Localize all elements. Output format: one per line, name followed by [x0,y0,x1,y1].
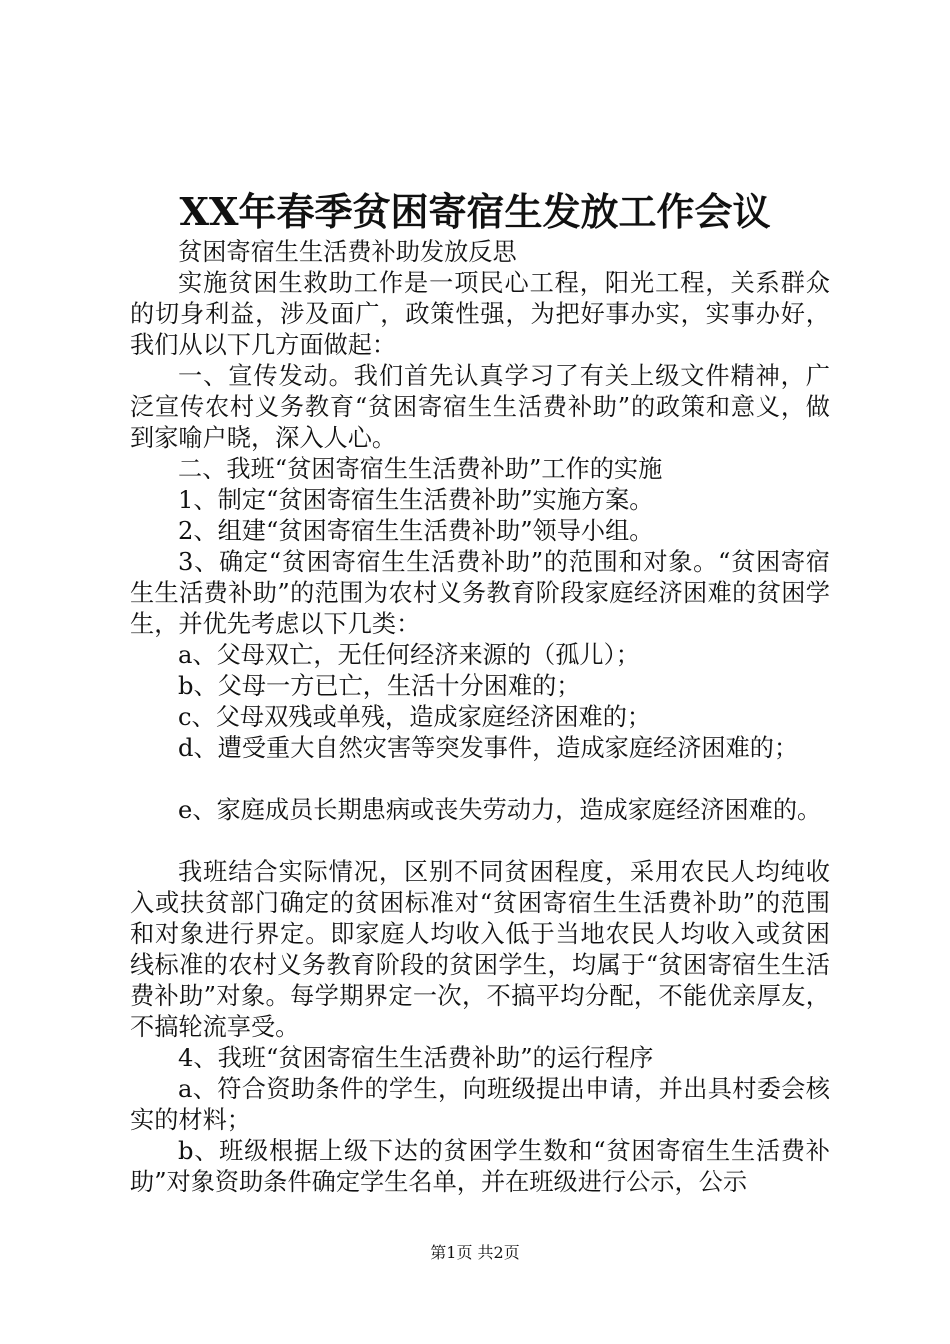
list-item: d、遭受重大自然灾害等突发事件，造成家庭经济困难的； [178,734,799,762]
paragraph: 3、确定“贫困寄宿生生活费补助”的范围和对象。“贫困寄宿生生活费补助”的范围为农村义务教育阶段家庭经济困难的贫困学生，并优先考虑以下几类： [130,548,830,638]
list-item: a、父母双亡，无任何经济来源的（孤儿）； [178,641,640,669]
paragraph-subtitle: 贫困寄宿生生活费补助发放反思 [178,238,517,266]
paragraph: 一、宣传发动。我们首先认真学习了有关上级文件精神，广泛宣传农村义务教育“贫困寄宿生生活费补助”的政策和意义，做到家喻户晓，深入人心。 [130,362,830,452]
document-body [130,237,830,1198]
paragraph: 二、我班“贫困寄宿生生活费补助”工作的实施 [178,455,663,483]
page-footer: 第1页 共2页 [430,1243,520,1262]
paragraph: 我班结合实际情况，区别不同贫困程度，采用农民人均纯收入或扶贫部门确定的贫困标准对“贫困寄宿生生活费补助”的范围和对象进行界定。即家庭人均收入低于当地农民人均收入或贫困线标准的农村义务教育阶段的贫困学生，均属于“贫困寄宿生生活费补助”对象。每学期界定一次，不搞平均分配，不能优亲厚友，不搞轮流享受。 [130,858,830,1041]
list-item: b、父母一方已亡，生活十分困难的； [178,672,581,700]
list-item: a、符合资助条件的学生，向班级提出申请，并出具村委会核实的材料； [130,1075,830,1134]
list-item: e、家庭成员长期患病或丧失劳动力，造成家庭经济困难的。 [178,796,822,824]
paragraph: 4、我班“贫困寄宿生生活费补助”的运行程序 [178,1044,654,1072]
list-item: 2、组建“贫困寄宿生生活费补助”领导小组。 [178,517,654,545]
list-item: 1、制定“贫困寄宿生生活费补助”实施方案。 [178,486,654,514]
list-item: c、父母双残或单残，造成家庭经济困难的； [178,703,652,731]
document-title: XX年春季贫困寄宿生发放工作会议 [179,189,771,234]
paragraph: 实施贫困生救助工作是一项民心工程，阳光工程，关系群众的切身利益，涉及面广，政策性强，为把好事办实，实事办好，我们从以下几方面做起： [130,269,830,359]
list-item: b、班级根据上级下达的贫困学生数和“贫困寄宿生生活费补助”对象资助条件确定学生名单，并在班级进行公示，公示 [130,1137,830,1196]
